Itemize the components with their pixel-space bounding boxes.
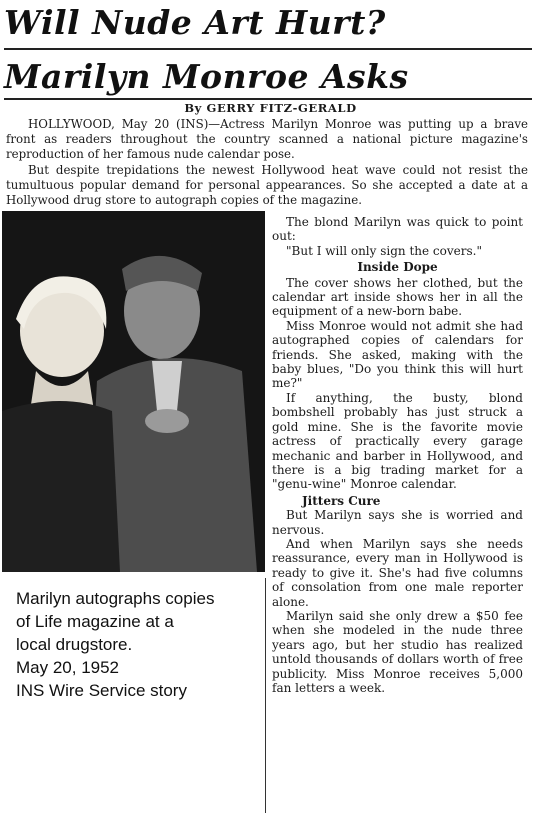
article-lead [6,117,528,208]
lead-paragraph: HOLLYWOOD, May 20 (INS)—Actress Marilyn Monroe was putting up a brave front as readers throughout the country scanned a national picture magazine's reproduction of her famous nude calendar pose. [6,117,528,162]
column-paragraph: If anything, the busty, blond bombshell probably has just struck a gold mine. She is the favorite movie actress of practically every garage mechanic and barber in Hollywood, and there is a big trading market for a "genu-wine" Monroe calendar. [272,390,523,492]
caption-line: Marilyn autographs copies [16,589,215,608]
byline: By GERRY FITZ-GERALD [184,101,357,115]
column-paragraph: But Marilyn says she is worried and nervous. [272,508,523,537]
article-column [272,215,523,695]
subheading-jitters-cure: Jitters Cure [302,493,381,508]
headline-line-2: Marilyn Monroe Asks [4,57,409,96]
headline-rule [4,48,532,50]
subheading-inside-dope: Inside Dope [357,260,438,275]
quote-paragraph: "But I will only sign the covers." [286,243,482,258]
headline-rule-bottom [4,98,532,100]
caption-line: local drugstore. [16,635,133,654]
column-paragraph: The blond Marilyn was quick to point out: [272,215,523,244]
column-paragraph: And when Marilyn says she needs reassurance, every man in Hollywood is ready to give it. She's had five columns of consolation from one male reporter alone. [272,536,523,609]
column-divider [265,578,266,813]
column-paragraph: Marilyn said she only drew a $50 fee when she modeled in the nude three years ago, but her studio has realized untold thousands of dollars worth of free publicity. Miss Monroe receives 5,000 fan letters a week. [272,608,523,695]
column-paragraph: The cover shows her clothed, but the calendar art inside shows her in all the equipment of a new-born babe. [272,275,523,319]
caption-line: of Life magazine at a [16,612,174,631]
column-paragraph: Miss Monroe would not admit she had autographed copies of calendars for friends. She asked, making with the baby blues, "Do you think this will hurt me?" [272,318,523,391]
lead-paragraph: But despite trepidations the newest Hollywood heat wave could not resist the tumultuous popular demand for personal appearances. So she accepted a date at a Hollywood drug store to autograph copies of the magazine. [6,162,528,208]
caption-line: INS Wire Service story [16,681,187,700]
photo-illustration [2,211,265,572]
photo-caption [16,587,261,702]
news-photo [2,211,265,572]
caption-line: May 20, 1952 [16,658,120,677]
headline-line-1: Will Nude Art Hurt? [4,3,386,42]
